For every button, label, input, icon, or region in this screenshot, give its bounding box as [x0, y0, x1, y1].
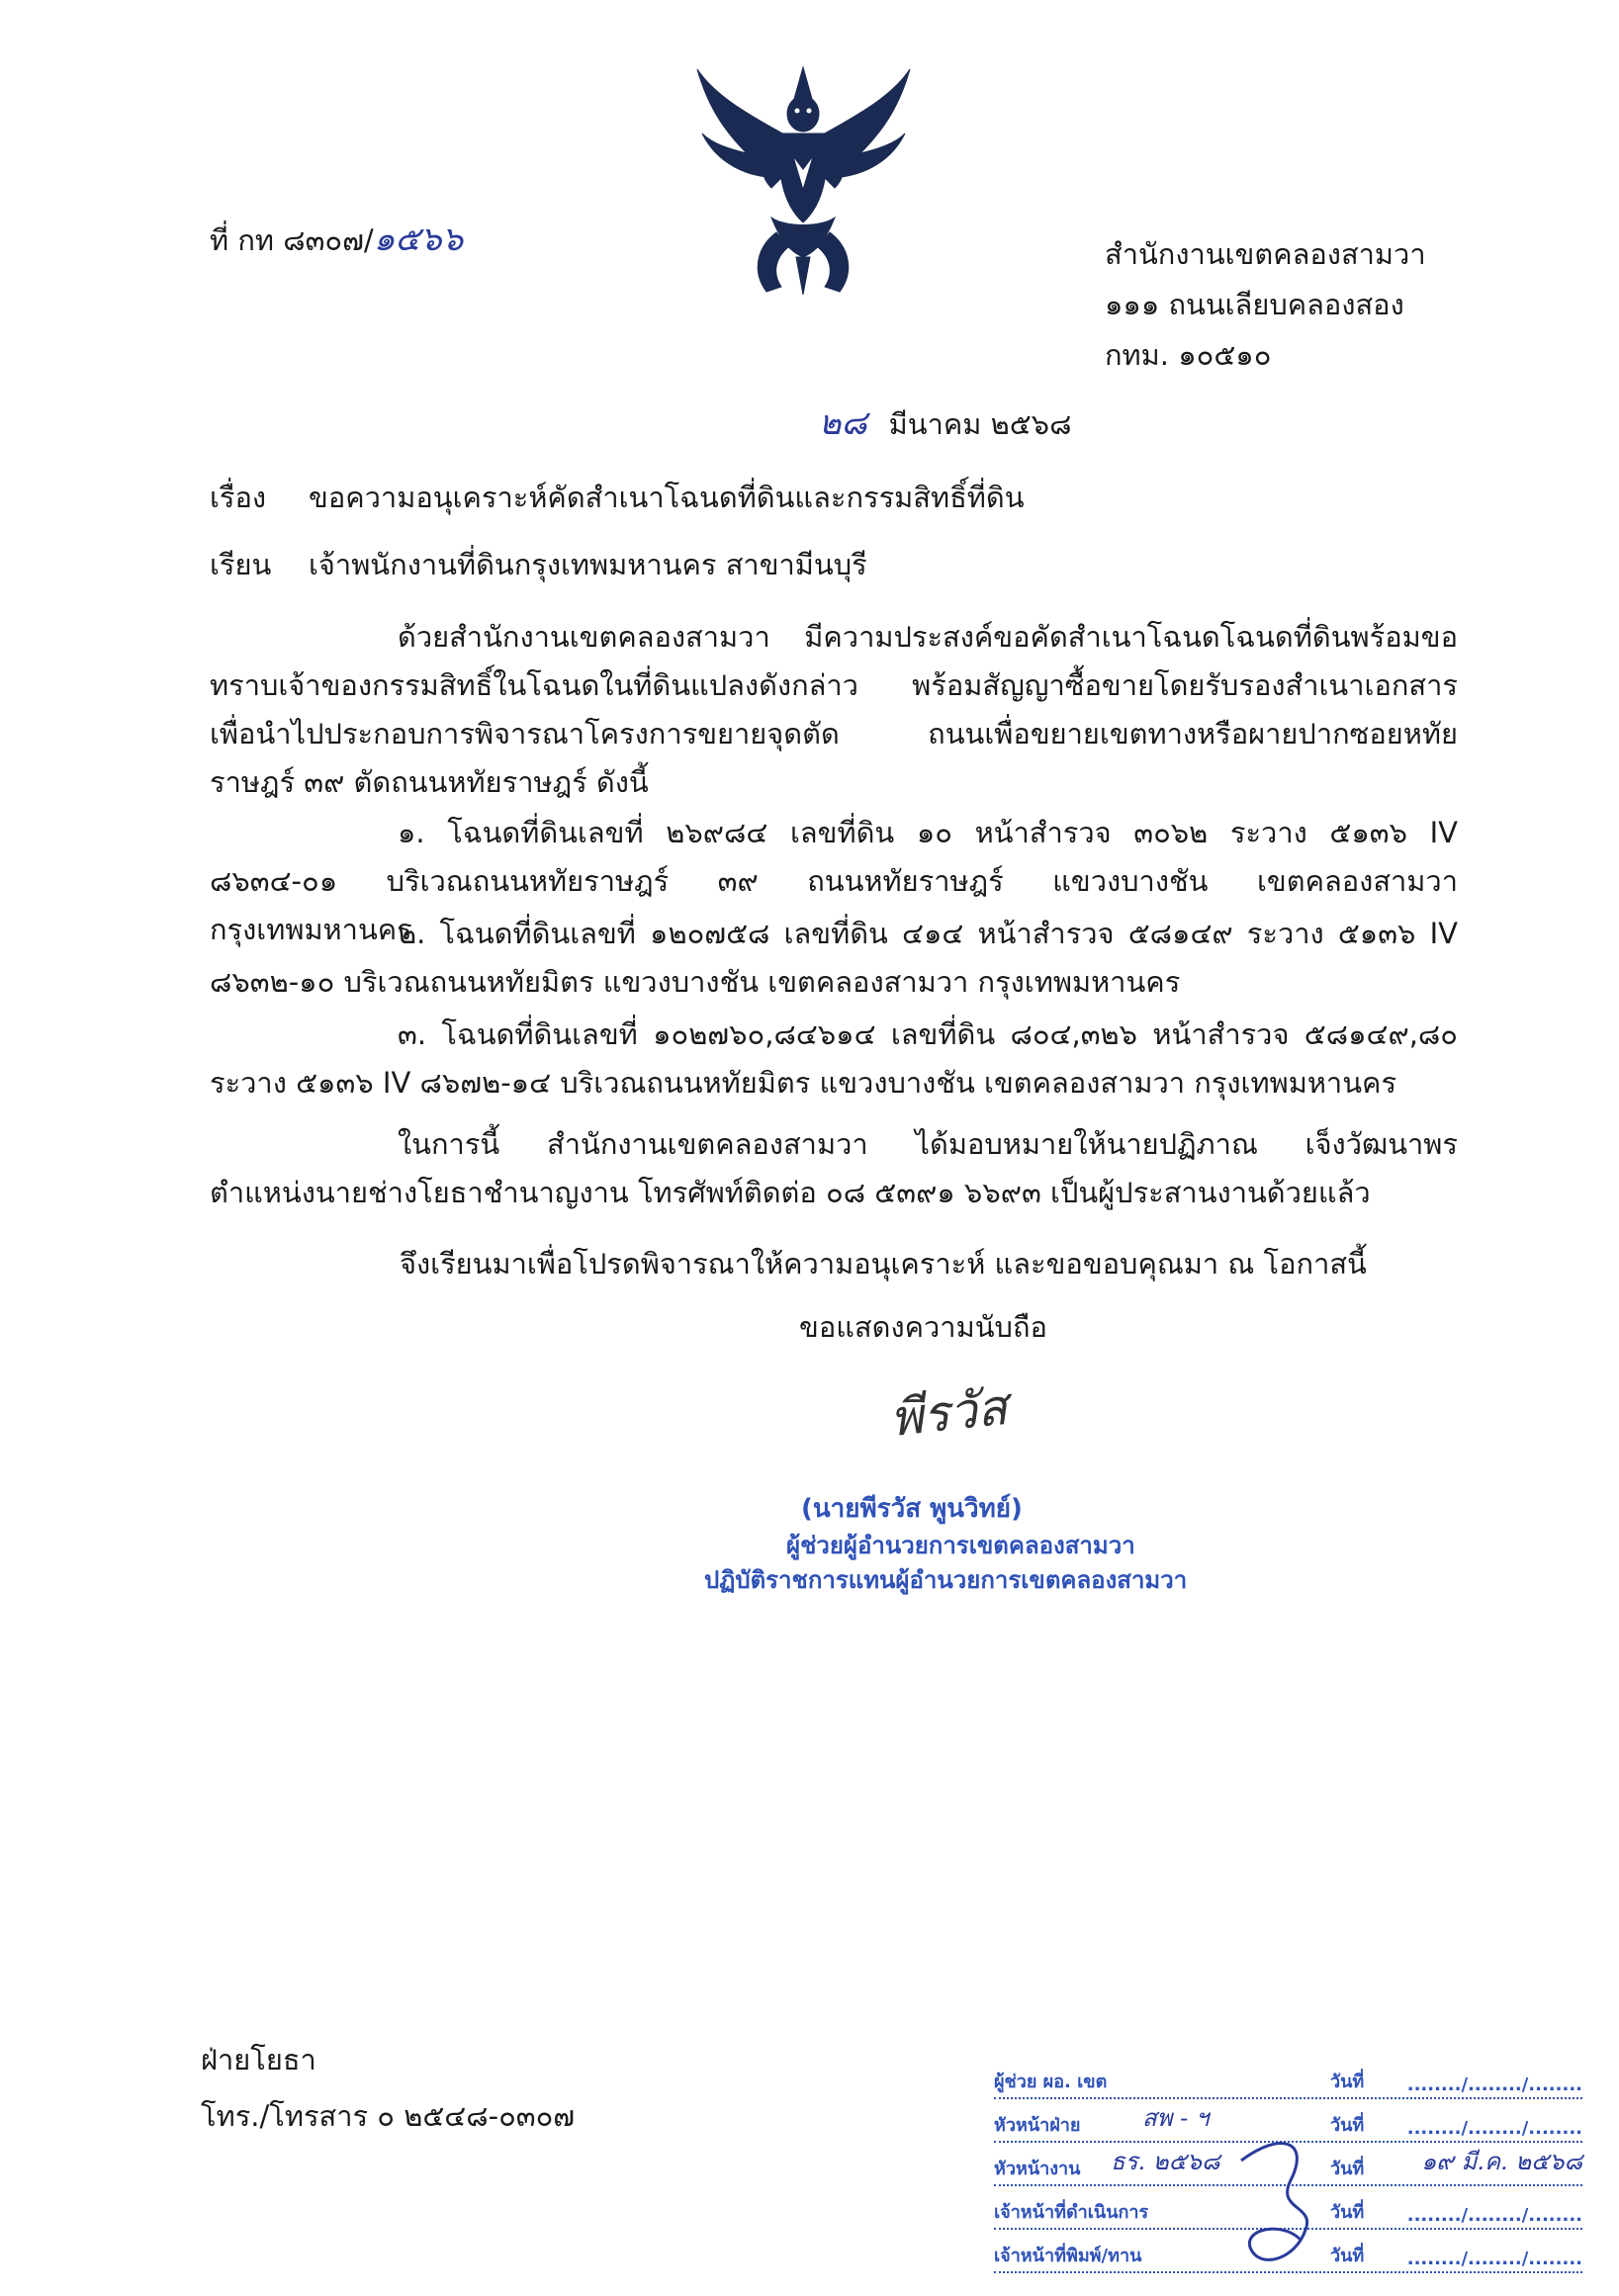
office-postcode: กทม. ๑๐๕๑๐	[1105, 338, 1272, 372]
deed-item-1: ๑. โฉนดที่ดินเลขที่ ๒๖๙๘๔ เลขที่ดิน ๑๐ หน้าสำรวจ ๓๐๖๒ ระวาง ๕๑๓๖ IV ๘๖๓๔-๐๑ บริเวณถนนหทัยราษฎร์ ๓๙ ถนนหทัยราษฎร์ แขวงบางชัน เขตคลองสามวา กรุงเทพมหานคร	[210, 816, 1458, 946]
stamp-date-blank: ......../......../........	[1406, 2249, 1582, 2269]
routing-stamp	[994, 2062, 1582, 2284]
subject-label: เรื่อง	[210, 481, 267, 514]
closing-request: จึงเรียนมาเพื่อโปรดพิจารณาให้ความอนุเคราะห์ และขอขอบคุณมา ณ โอกาสนี้	[400, 1247, 1367, 1280]
stamp-row-label: ผู้ช่วย ผอ. เขต	[994, 2072, 1108, 2092]
footer-department: ฝ่ายโยธา	[201, 2043, 316, 2076]
stamp-date-blank: ......../......../........	[1406, 2118, 1582, 2139]
stamp-row-label: เจ้าหน้าที่พิมพ์/ทาน	[994, 2246, 1142, 2266]
signature-scribble: พีรวัส	[887, 1377, 1011, 1449]
recipient-text: เจ้าพนักงานที่ดินกรุงเทพมหานคร สาขามีนบุรี	[309, 548, 867, 581]
stamp-row	[994, 2062, 1582, 2099]
date-day-handwritten: ๒๘	[819, 403, 867, 443]
signer-name: (นายพีรวัส พูนวิทย์)	[801, 1494, 1023, 1524]
stamp-date-label: วันที่	[1330, 2115, 1365, 2136]
deed-item-3: ๓. โฉนดที่ดินเลขที่ ๑๐๒๗๖๐,๘๔๖๑๔ เลขที่ดิน ๘๐๔,๓๒๖ หน้าสำรวจ ๕๘๑๔๙,๘๐ ระวาง ๕๑๓๖ IV ๘๖๗๒-๑๔ บริเวณถนนหทัยมิตร แขวงบางชัน เขตคลองสามวา กรุงเทพมหานคร	[210, 1017, 1458, 1100]
stamp-date-label: วันที่	[1330, 2202, 1365, 2223]
body-intro: ด้วยสำนักงานเขตคลองสามวา มีความประสงค์ขอคัดสำเนาโฉนดโฉนดที่ดินพร้อมขอทราบเจ้าของกรรมสิทธิ์ในโฉนดในที่ดินแปลงดังกล่าว พร้อมสัญญาซื้อขายโดยรับรองสำเนาเอกสารเพื่อนำไปประกอบการพิจารณาโครงการขยายจุดตัด ถนนเพื่อขยายเขตทางหรือผายปากซอยหทัยราษฎร์ ๓๙ ตัดถนนหทัยราษฎร์ ดังนี้	[210, 620, 1458, 799]
stamp-row-label: หัวหน้าฝ่าย	[994, 2115, 1081, 2136]
stamp-handwritten-date: ๑๙ มี.ค. ๒๕๖๘	[1421, 2148, 1582, 2175]
office-street: ๑๑๑ ถนนเลียบคลองสอง	[1105, 288, 1404, 321]
stamp-row-label: เจ้าหน้าที่ดำเนินการ	[994, 2202, 1149, 2223]
reference-number	[210, 220, 463, 260]
date-text: มีนาคม ๒๕๖๘	[888, 407, 1072, 441]
stamp-handwritten: ธร. ๒๕๖๘	[1111, 2148, 1220, 2175]
signer-position-2: ปฏิบัติราชการแทนผู้อำนวยการเขตคลองสามวา	[704, 1566, 1188, 1594]
recipient-label: เรียน	[210, 548, 272, 581]
office-address	[1105, 229, 1426, 381]
body-coordinator: ในการนี้ สำนักงานเขตคลองสามวา ได้มอบหมายให้นายปฏิภาณ เจ็งวัฒนาพร ตำแหน่งนายช่างโยธาชำนาญงาน โทรศัพท์ติดต่อ ๐๘ ๕๓๙๑ ๖๖๙๓ เป็นผู้ประสานงานด้วยแล้ว	[210, 1127, 1458, 1209]
signer-position-1: ผู้ช่วยผู้อำนวยการเขตคลองสามวา	[786, 1532, 1135, 1559]
stamp-signature-scribble	[1221, 2121, 1340, 2279]
regards: ขอแสดงความนับถือ	[799, 1310, 1047, 1344]
stamp-row-label: หัวหน้างาน	[994, 2159, 1081, 2179]
reference-prefix: ที่ กท ๘๓๐๗/	[210, 223, 374, 257]
garuda-emblem	[687, 59, 920, 297]
reference-handwritten: ๑๕๖๖	[373, 220, 464, 259]
subject-text: ขอความอนุเคราะห์คัดสำเนาโฉนดที่ดินและกรรมสิทธิ์ที่ดิน	[309, 481, 1025, 514]
footer-phone: โทร./โทรสาร ๐ ๒๕๔๘-๐๓๐๗	[201, 2099, 576, 2133]
stamp-handwritten: สพ - ฯ	[1142, 2104, 1210, 2132]
letter-date	[819, 403, 1071, 444]
stamp-date-label: วันที่	[1330, 2246, 1365, 2266]
office-name: สำนักงานเขตคลองสามวา	[1105, 237, 1426, 271]
stamp-date-blank: ......../......../........	[1406, 2205, 1582, 2226]
stamp-date-label: วันที่	[1330, 2159, 1365, 2179]
subject-line	[210, 478, 1025, 517]
stamp-date-label: วันที่	[1330, 2072, 1365, 2092]
stamp-date-blank: ......../......../........	[1406, 2075, 1582, 2095]
deed-item-2: ๒. โฉนดที่ดินเลขที่ ๑๒๐๗๕๘ เลขที่ดิน ๔๑๔ หน้าสำรวจ ๕๘๑๔๙ ระวาง ๕๑๓๖ IV ๘๖๓๒-๑๐ บริเวณถนนหทัยมิตร แขวงบางชัน เขตคลองสามวา กรุงเทพมหานคร	[210, 917, 1458, 999]
recipient-line	[210, 545, 867, 584]
